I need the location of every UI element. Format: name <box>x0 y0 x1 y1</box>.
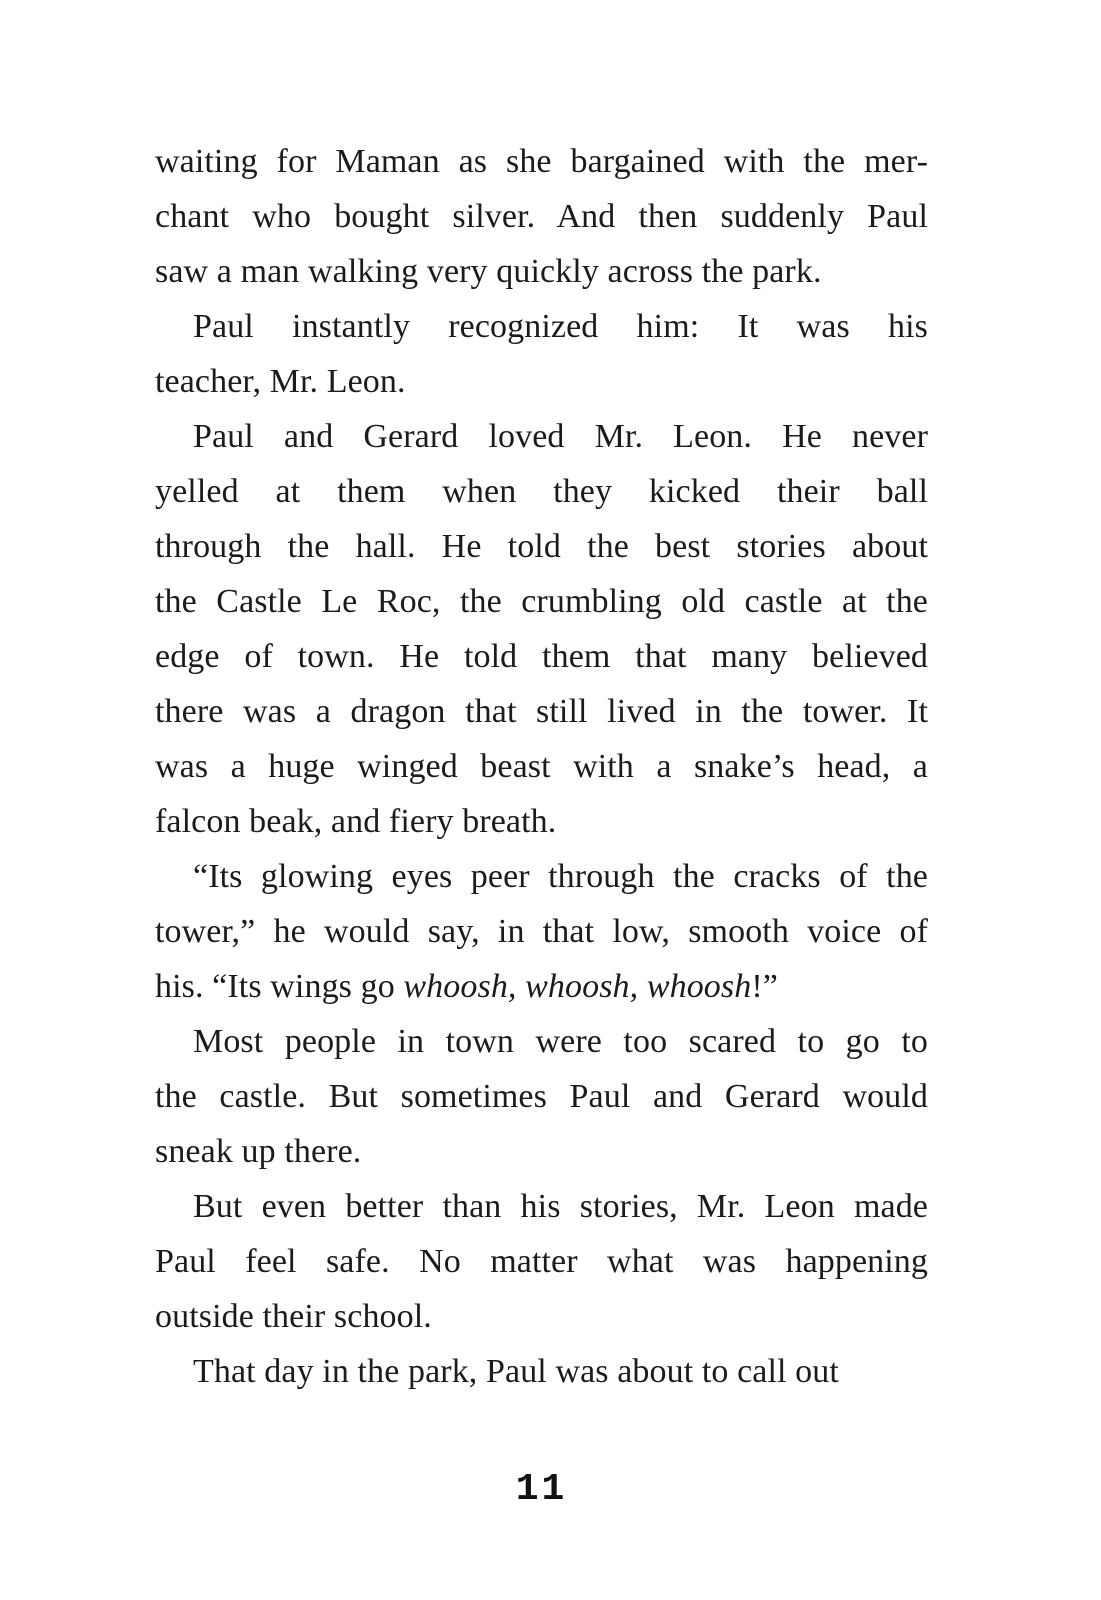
body-text: That day in the park, Paul was about to call out <box>193 1353 839 1390</box>
body-text: chant who bought silver. And then suddenly Paul <box>155 198 928 235</box>
body-text: falcon beak, and fiery breath. <box>155 803 557 840</box>
text-line <box>155 1069 928 1124</box>
paragraph <box>155 409 928 849</box>
body-text: the Castle Le Roc, the crumbling old castle at the <box>155 583 928 620</box>
text-line <box>155 134 928 189</box>
body-text: the castle. But sometimes Paul and Gerard would <box>155 1078 928 1115</box>
paragraph <box>155 299 928 409</box>
body-text: “Its glowing eyes peer through the cracks of the <box>193 858 928 895</box>
text-line <box>155 1234 928 1289</box>
body-text: there was a dragon that still lived in the tower. It <box>155 693 928 730</box>
body-text: yelled at them when they kicked their ball <box>155 473 928 510</box>
text-line <box>155 1344 928 1399</box>
body-text: outside their school. <box>155 1298 432 1335</box>
body-text: saw a man walking very quickly across the park. <box>155 253 822 290</box>
body-text: Paul and Gerard loved Mr. Leon. He never <box>193 418 928 455</box>
text-line <box>155 1289 928 1344</box>
text-line <box>155 1014 928 1069</box>
text-line <box>155 189 928 244</box>
body-text: waiting for Maman as she bargained with the mer- <box>155 143 928 180</box>
text-line <box>155 409 928 464</box>
text-line <box>155 684 928 739</box>
body-text: Paul instantly recognized him: It was his <box>193 308 928 345</box>
paragraph <box>155 1014 928 1179</box>
body-text: Paul feel safe. No matter what was happening <box>155 1243 928 1280</box>
paragraph <box>155 134 928 299</box>
text-line <box>155 739 928 794</box>
text-line <box>155 794 928 849</box>
paragraph <box>155 1344 928 1399</box>
body-text: through the hall. He told the best stories about <box>155 528 928 565</box>
text-line <box>155 299 928 354</box>
text-line <box>155 629 928 684</box>
text-line <box>155 849 928 904</box>
text-line <box>155 519 928 574</box>
text-line <box>155 464 928 519</box>
body-text: !” <box>751 968 778 1005</box>
text-line <box>155 959 928 1014</box>
page-text <box>155 134 928 1399</box>
body-text: sneak up there. <box>155 1133 362 1170</box>
text-line <box>155 904 928 959</box>
body-text: tower,” he would say, in that low, smooth voice of <box>155 913 928 950</box>
text-line <box>155 574 928 629</box>
body-text: Most people in town were too scared to go to <box>193 1023 928 1060</box>
text-line <box>155 1179 928 1234</box>
text-line <box>155 1124 928 1179</box>
body-text: edge of town. He told them that many believed <box>155 638 928 675</box>
page-number: 11 <box>515 1468 568 1511</box>
paragraph <box>155 1179 928 1344</box>
italic-text: whoosh, whoosh, whoosh <box>403 968 752 1005</box>
body-text: teacher, Mr. Leon. <box>155 363 406 400</box>
body-text: was a huge winged beast with a snake’s head, a <box>155 748 928 785</box>
body-text: But even better than his stories, Mr. Leon made <box>193 1188 928 1225</box>
text-line <box>155 354 928 409</box>
paragraph <box>155 849 928 1014</box>
body-text: his. “Its wings go <box>155 968 404 1005</box>
text-line <box>155 244 928 299</box>
